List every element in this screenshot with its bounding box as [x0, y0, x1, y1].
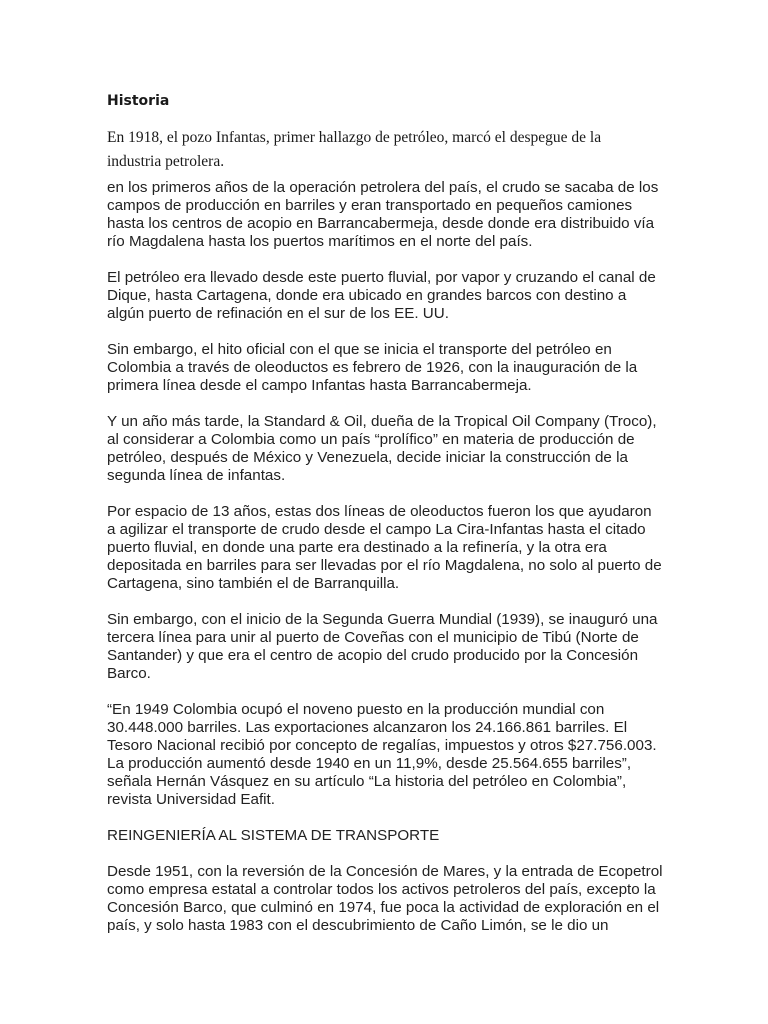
- paragraph-second-line: Y un año más tarde, la Standard & Oil, dueña de la Tropical Oil Company (Troco), al considerar a Colombia como un país “prolífico” en materia de producción de petróleo, después de México y Venezuela, decide iniciar la construcción de la segunda línea de infantas.: [107, 413, 657, 484]
- paragraph-thirteen-years: Por espacio de 13 años, estas dos líneas de oleoductos fueron los que ayudaron a agilizar el transporte de crudo desde el campo La Cira-Infantas hasta el citado puerto fluvial, en donde una parte era destinado a la refinería, y la otra era depositada en barriles para ser llevadas por el río Magdalena, no solo al puerto de Cartagena, sino también el de Barranquilla.: [107, 503, 662, 592]
- paragraph-ecopetrol: Desde 1951, con la reversión de la Concesión de Mares, y la entrada de Ecopetrol como empresa estatal a controlar todos los activos petroleros del país, excepto la Concesión Barco, que culminó en 1974, fue poca la actividad de exploración en el país, y solo hasta 1983 con el descubrimiento de Caño Limón, se le dio un: [107, 863, 663, 934]
- intro-statement: En 1918, el pozo Infantas, primer hallazgo de petróleo, marcó el despegue de la industria petrolera.: [107, 129, 602, 170]
- section-heading: Historia: [107, 93, 170, 109]
- paragraph-cartagena-route: El petróleo era llevado desde este puerto fluvial, por vapor y cruzando el canal de Dique, hasta Cartagena, donde era ubicado en grandes barcos con destino a algún puerto de refinación en el sur de los EE. UU.: [107, 269, 656, 322]
- paragraph-early-transport: en los primeros años de la operación petrolera del país, el crudo se sacaba de los campos de producción en barriles y eran transportado en pequeños camiones hasta los centros de acopio en Barrancabermeja, desde donde era distribuido vía río Magdalena hasta los puertos marítimos en el norte del país.: [107, 179, 659, 250]
- paragraph-first-pipeline: Sin embargo, el hito oficial con el que se inicia el transporte del petróleo en Colombia a través de oleoductos es febrero de 1926, con la inauguración de la primera línea desde el campo Infantas hasta Barrancabermeja.: [107, 341, 638, 394]
- paragraph-third-line: Sin embargo, con el inicio de la Segunda Guerra Mundial (1939), se inauguró una tercera línea para unir al puerto de Coveñas con el municipio de Tibú (Norte de Santander) y que era el centro de acopio del crudo producido por la Concesión Barco.: [107, 611, 658, 682]
- paragraph-1949-quote: “En 1949 Colombia ocupó el noveno puesto en la producción mundial con 30.448.000 barriles. Las exportaciones alcanzaron los 24.166.861 barriles. El Tesoro Nacional recibió por concepto de regalías, impuestos y otros $27.756.003. La producción aumentó desde 1940 en un 11,9%, desde 25.564.655 barriles”, señala Hernán Vásquez en su artículo “La historia del petróleo en Colombia”, revista Universidad Eafit.: [107, 701, 657, 808]
- subheading-reingenieria: REINGENIERÍA AL SISTEMA DE TRANSPORTE: [107, 827, 440, 844]
- body-text: [107, 179, 663, 953]
